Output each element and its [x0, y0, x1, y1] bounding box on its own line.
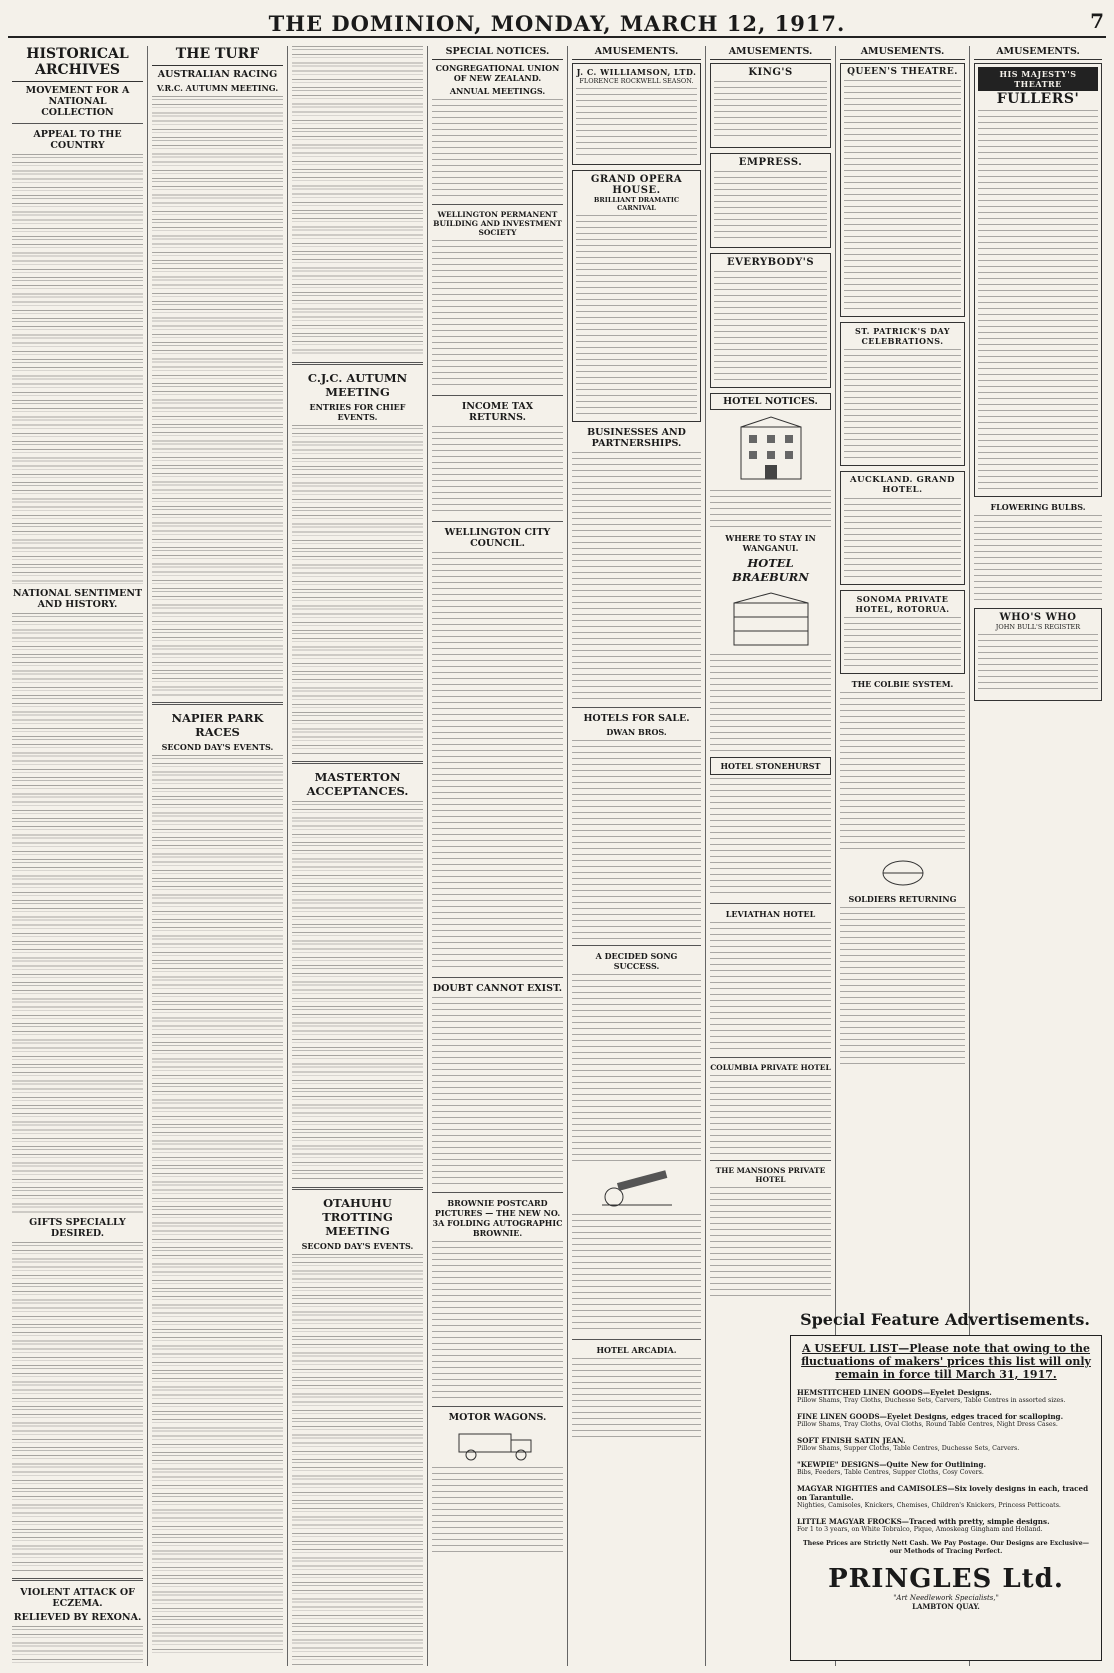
pringles-item-text: Nighties, Camisoles, Knickers, Chemises, Children's Knickers, Princess Petticoats.: [797, 1502, 1061, 1509]
pringles-item-heading: FINE LINEN GOODS—Eyelet Designs, edges traced for scalloping.: [797, 1412, 1064, 1421]
column-historical-archives: [8, 46, 148, 1666]
ad-leviathan: LEVIATHAN HOTEL: [725, 909, 816, 919]
article-body: [292, 1254, 423, 1666]
section-napier-second-day: SECOND DAY'S EVENTS.: [161, 742, 274, 752]
cannon-illustration-icon: [592, 1169, 682, 1209]
pringles-brand: PRINGLES Ltd.: [828, 1564, 1064, 1594]
ad-motor-wagons: MOTOR WAGONS.: [448, 1412, 547, 1423]
article-body: [152, 96, 283, 696]
heading-amusements: AMUSEMENTS.: [840, 46, 965, 60]
pringles-item-heading: "KEWPIE" DESIGNS—Quite New for Outlining.: [797, 1460, 986, 1469]
section-otahuhu: OTAHUHU TROTTING MEETING: [322, 1196, 393, 1238]
heading-the-turf: THE TURF: [152, 46, 283, 66]
heading-special-notices: SPECIAL NOTICES.: [432, 46, 563, 60]
column-racing-results: [288, 46, 428, 1666]
pringles-note: These Prices are Strictly Nett Cash. We Pay Postage. Our Designs are Exclusive—our Methods of Tracing Perfect.: [802, 1540, 1090, 1555]
ad-flowering-bulbs: FLOWERING BULBS.: [990, 502, 1086, 512]
newspaper-title: THE DOMINION, MONDAY, MARCH 12, 1917.: [268, 11, 846, 36]
section-income-tax: INCOME TAX RETURNS.: [461, 401, 534, 423]
ad-mansions: THE MANSIONS PRIVATE HOTEL: [715, 1166, 826, 1184]
subheading-vrc-autumn: V.R.C. AUTUMN MEETING.: [156, 83, 279, 93]
ad-soldiers-returning: SOLDIERS RETURNING: [848, 894, 957, 904]
truck-illustration-icon: [453, 1428, 543, 1462]
heading-historical-archives: HISTORICAL ARCHIVES: [12, 46, 143, 82]
subheading-movement: MOVEMENT FOR A NATIONAL COLLECTION: [25, 85, 130, 118]
pringles-item-text: Pillow Shams, Tray Cloths, Duchesse Sets, Carvers, Table Centres in assorted sizes.: [797, 1397, 1066, 1404]
section-businesses: BUSINESSES AND PARTNERSHIPS.: [587, 427, 686, 449]
ad-kings-theatre: KING'S: [710, 63, 831, 148]
section-hotel-notices: HOTEL NOTICES.: [710, 393, 831, 410]
column-the-turf: [148, 46, 288, 1666]
section-gifts-desired: GIFTS SPECIALLY DESIRED.: [29, 1217, 126, 1239]
pringles-item-text: Bibs, Feeders, Table Centres, Supper Cloths, Cosy Covers.: [797, 1469, 984, 1476]
pringles-item-heading: MAGYAR NIGHTIES and CAMISOLES—Six lovely designs in each, traced on Tarantulle.: [797, 1484, 1089, 1502]
ad-grand-hotel-auckland: AUCKLAND. GRAND HOTEL.: [840, 471, 965, 585]
section-doubt-cannot-exist: DOUBT CANNOT EXIST.: [432, 983, 563, 994]
article-body: [292, 425, 423, 755]
section-eczema: VIOLENT ATTACK OF ECZEMA.: [20, 1587, 135, 1609]
section-city-council: WELLINGTON CITY COUNCIL.: [444, 527, 551, 549]
article-body: [292, 46, 423, 356]
section-otahuhu-second-day: SECOND DAY'S EVENTS.: [301, 1241, 414, 1251]
article-body: [292, 801, 423, 1181]
section-rexona: RELIEVED BY REXONA.: [13, 1612, 142, 1623]
section-hotels-for-sale: HOTELS FOR SALE.: [583, 713, 690, 724]
heading-amusements: AMUSEMENTS.: [974, 46, 1102, 60]
building-illustration-icon: [731, 415, 811, 485]
column-special-notices: [428, 46, 568, 1666]
ad-whos-who: WHO'S WHO JOHN BULL'S REGISTER: [974, 608, 1102, 701]
page-number: 7: [1090, 9, 1104, 33]
ad-st-patricks-day: ST. PATRICK'S DAY CELEBRATIONS.: [840, 322, 965, 466]
pringles-lead: A USEFUL LIST—Please note that owing to the fluctuations of makers' prices this list will only remain in force till March 31, 1917.: [801, 1342, 1091, 1381]
special-feature-title: Special Feature Advertisements.: [800, 1310, 1090, 1329]
ad-brownie-camera: BROWNIE POSTCARD PICTURES — THE NEW NO. 3A FOLDING AUTOGRAPHIC BROWNIE.: [432, 1198, 563, 1238]
ad-jc-williamson: J. C. WILLIAMSON, LTD. FLORENCE ROCKWELL SEASON.: [572, 63, 701, 165]
ad-hotel-braeburn: HOTEL BRAEBURN: [732, 556, 809, 584]
pringles-item-text: For 1 to 3 years, on White Tobralco, Pique, Amoskeag Gingham and Holland.: [797, 1526, 1043, 1533]
crest-illustration-icon: [873, 857, 933, 889]
ad-dwan-bros: DWAN BROS.: [606, 727, 667, 737]
ad-where-to-stay: WHERE TO STAY IN WANGANUI.: [725, 533, 816, 553]
heading-amusements: AMUSEMENTS.: [572, 46, 701, 60]
article-body: [12, 1242, 143, 1572]
pringles-item-heading: HEMSTITCHED LINEN GOODS—Eyelet Designs.: [797, 1388, 992, 1397]
section-napier-park: NAPIER PARK RACES: [171, 711, 264, 739]
notice-congregational-union: CONGREGATIONAL UNION OF NEW ZEALAND.: [435, 63, 560, 83]
masthead: [8, 4, 1106, 38]
pringles-item-text: Pillow Shams, Supper Cloths, Table Centres, Duchesse Sets, Carvers.: [797, 1445, 1020, 1452]
hotel-braeburn-illustration-icon: [726, 589, 816, 649]
ad-his-majestys: HIS MAJESTY'S THEATRE FULLERS': [974, 63, 1102, 497]
ad-grand-opera-house: GRAND OPERA HOUSE. BRILLIANT DRAMATIC CARNIVAL: [572, 170, 701, 422]
pringles-location: LAMBTON QUAY.: [912, 1602, 980, 1611]
ad-sonoma-hotel: SONOMA PRIVATE HOTEL, ROTORUA.: [840, 590, 965, 674]
ad-colbie-system: THE COLBIE SYSTEM.: [851, 679, 954, 689]
ad-columbia: COLUMBIA PRIVATE HOTEL: [710, 1063, 831, 1072]
article-body: [152, 755, 283, 1655]
pringles-item-heading: LITTLE MAGYAR FROCKS—Traced with pretty, simple designs.: [797, 1517, 1050, 1526]
pringles-tagline: "Art Needlework Specialists,": [893, 1594, 999, 1602]
ad-hotel-arcadia: HOTEL ARCADIA.: [596, 1345, 677, 1355]
pringles-advertisement: [790, 1335, 1102, 1661]
notice-annual-meetings: ANNUAL MEETINGS.: [449, 86, 546, 96]
article-body: [12, 154, 143, 584]
section-national-sentiment: NATIONAL SENTIMENT AND HISTORY.: [12, 588, 143, 610]
column-amusements-1: [568, 46, 706, 1666]
notice-building-society: WELLINGTON PERMANENT BUILDING AND INVESTMENT SOCIETY: [433, 210, 562, 237]
ad-stonehurst: HOTEL STONEHURST: [710, 757, 831, 775]
ad-everybodys-theatre: EVERYBODY'S: [710, 253, 831, 388]
pringles-item-list: [797, 1388, 1095, 1534]
heading-amusements: AMUSEMENTS.: [710, 46, 831, 60]
section-cjc-entries: ENTRIES FOR CHIEF EVENTS.: [309, 402, 406, 422]
section-cjc-autumn: C.J.C. AUTUMN MEETING: [307, 371, 408, 399]
ad-empress-theatre: EMPRESS.: [710, 153, 831, 248]
subheading-appeal: APPEAL TO THE COUNTRY: [33, 129, 122, 151]
ad-song-success: A DECIDED SONG SUCCESS.: [595, 951, 678, 971]
pringles-item-heading: SOFT FINISH SATIN JEAN.: [797, 1436, 906, 1445]
pringles-item-text: Pillow Shams, Tray Cloths, Oval Cloths, Round Table Centres, Night Dress Cases.: [797, 1421, 1058, 1428]
subheading-australian-racing: AUSTRALIAN RACING: [157, 69, 278, 80]
article-body: [12, 613, 143, 1213]
section-masterton: MASTERTON ACCEPTANCES.: [306, 770, 409, 798]
ad-queens-theatre: QUEEN'S THEATRE.: [840, 63, 965, 317]
article-body: [12, 1626, 143, 1666]
